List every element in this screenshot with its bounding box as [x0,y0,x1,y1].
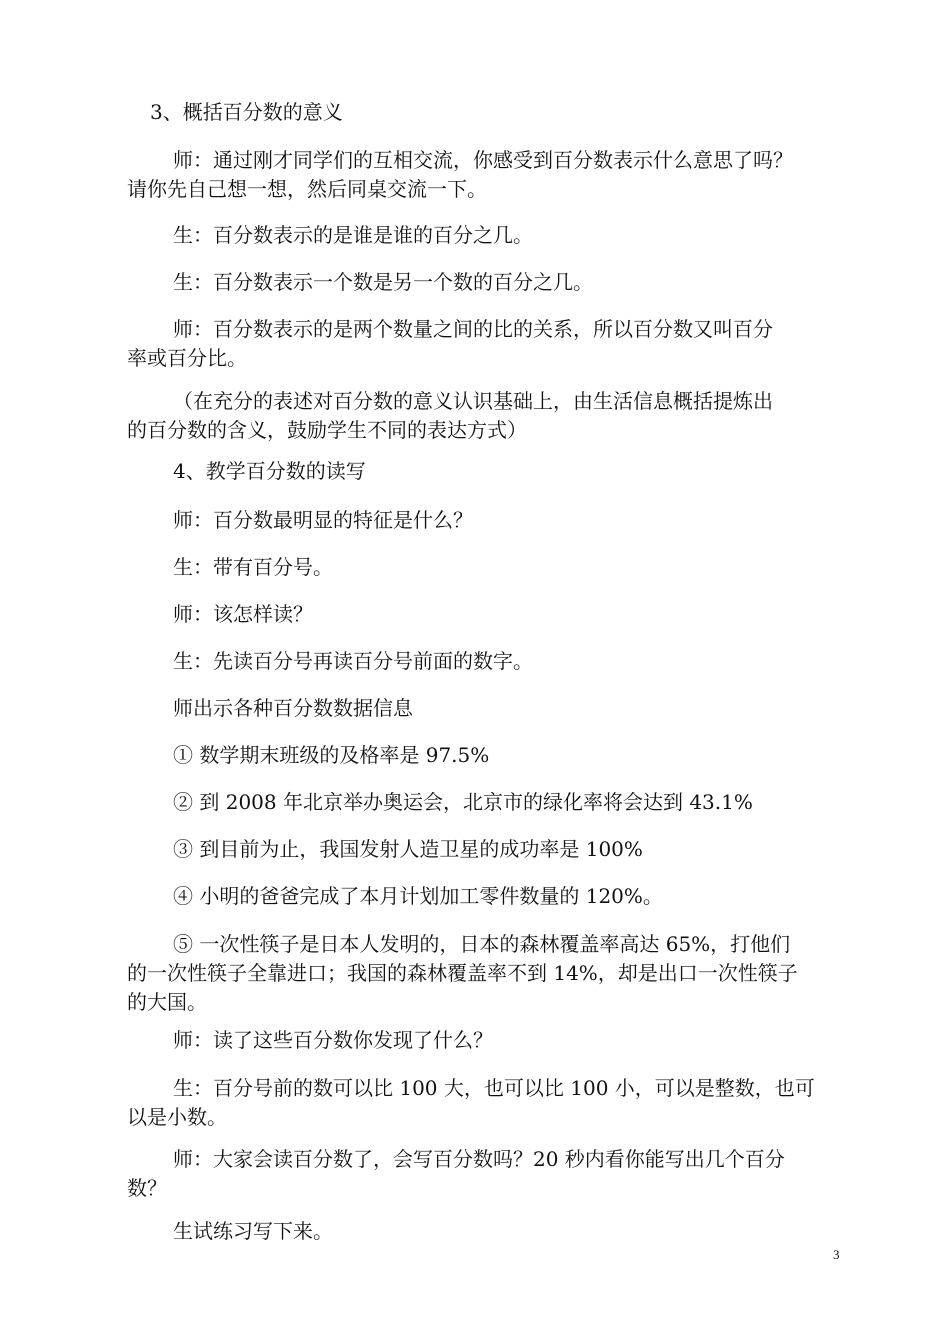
paragraph-teacher-discovery [173,1026,845,1055]
paragraph-student-answer-1 [173,221,845,250]
text-line: 的一次性筷子全靠进口；我国的森林覆盖率不到 14%，却是出口一次性筷子 [127,961,798,985]
text-line: 3、概括百分数的意义 [150,100,343,124]
text-line: 师：大家会读百分数了，会写百分数吗？20 秒内看你能写出几个百分 [173,1147,785,1171]
paragraph-student-discovery [127,1074,845,1132]
paragraph-teacher-show-data [173,694,845,723]
text-line: 师：百分数表示的是两个数量之间的比的关系，所以百分数又叫百分 [173,317,773,341]
text-line: 生：百分号前的数可以比 100 大，也可以比 100 小，可以是整数，也可 [173,1076,815,1100]
text-line: ④ 小明的爸爸完成了本月计划加工零件数量的 120%。 [173,884,663,908]
text-line: 师：读了这些百分数你发现了什么？ [173,1028,493,1052]
paragraph-note [127,387,845,445]
text-line: 以是小数。 [127,1105,227,1129]
text-line: 师：百分数最明显的特征是什么？ [173,508,473,532]
text-line: 生：百分数表示一个数是另一个数的百分之几。 [173,270,593,294]
list-item-5 [127,930,845,1017]
list-item-2 [173,788,845,817]
paragraph-teacher-write [127,1145,845,1203]
text-line: 生试练习写下来。 [173,1219,333,1243]
section-heading-3 [150,98,822,127]
paragraph-student-practice [173,1217,845,1246]
paragraph-teacher-how-read [173,600,845,629]
text-line: 师：该怎样读？ [173,602,313,626]
list-item-3 [173,835,845,864]
text-line: ① 数学期末班级的及格率是 97.5% [173,743,490,767]
text-line: 师出示各种百分数数据信息 [173,696,413,720]
paragraph-student-answer-2 [173,268,845,297]
text-line: 4、教学百分数的读写 [173,459,366,483]
text-line: 师：通过刚才同学们的互相交流，你感受到百分数表示什么意思了吗？ [173,148,793,172]
text-line: ③ 到目前为止，我国发射人造卫星的成功率是 100% [173,837,643,861]
list-item-4 [173,882,845,911]
list-item-1 [173,741,845,770]
text-line: 的大国。 [127,990,207,1014]
text-line: ② 到 2008 年北京举办奥运会，北京市的绿化率将会达到 43.1% [173,790,753,814]
text-line: 生：带有百分号。 [173,555,333,579]
paragraph-student-read-method [173,647,845,676]
text-line: 请你先自己想一想，然后同桌交流一下。 [127,177,487,201]
paragraph-student-percent-sign [173,553,845,582]
text-line: 生：百分数表示的是谁是谁的百分之几。 [173,223,533,247]
section-heading-4 [173,457,845,486]
text-line: 数？ [127,1176,167,1200]
text-line: ⑤ 一次性筷子是日本人发明的，日本的森林覆盖率高达 65%，打他们 [173,932,791,956]
paragraph-teacher-question [173,506,845,535]
paragraph-teacher-exchange [127,146,845,204]
text-line: 率或百分比。 [127,346,247,370]
text-line: 的百分数的含义，鼓励学生不同的表达方式） [127,418,527,442]
text-line: （在充分的表述对百分数的意义认识基础上，由生活信息概括提炼出 [173,389,773,413]
page-number: 3 [833,1247,840,1262]
text-line: 生：先读百分号再读百分号前面的数字。 [173,649,533,673]
paragraph-teacher-summary [127,315,845,373]
